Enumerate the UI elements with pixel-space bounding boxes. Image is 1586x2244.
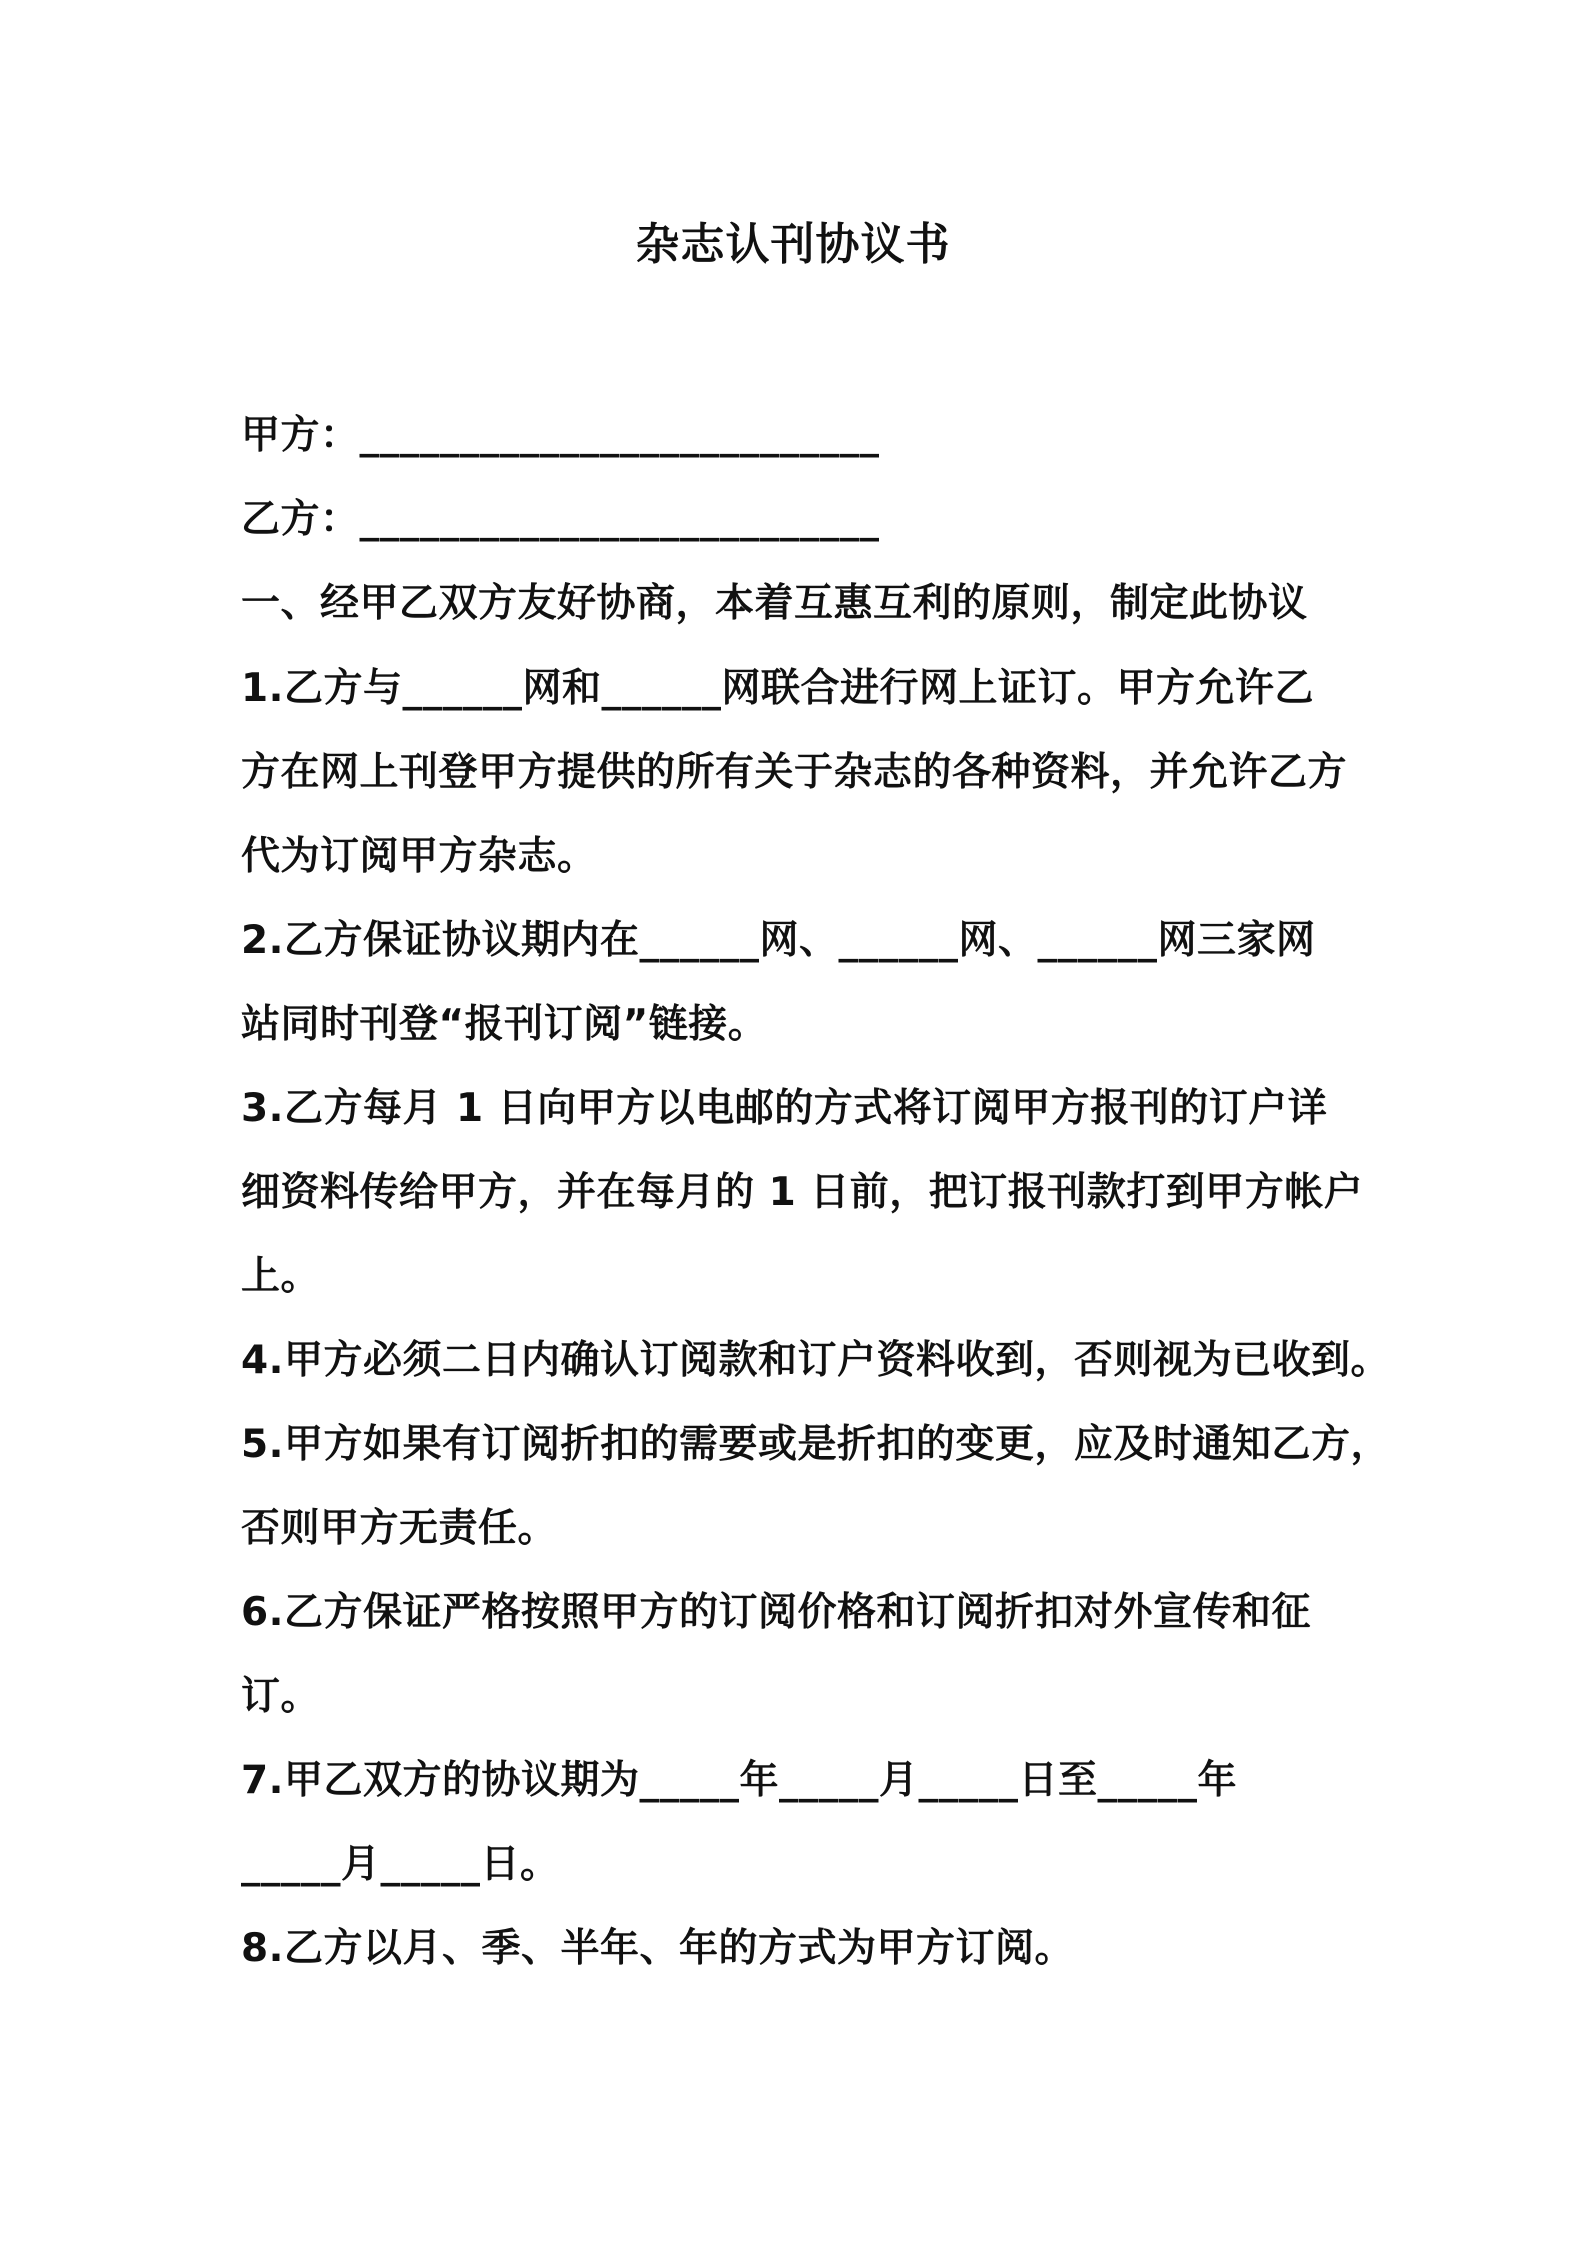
clause-5-line-1: 5.甲方如果有订阅折扣的需要或是折扣的变更，应及时通知乙方，: [241, 1422, 1390, 1467]
clause-7-line-2: _____月_____日。: [241, 1842, 560, 1887]
clause-3-line-2: 细资料传给甲方，并在每月的 1 日前，把订报刊款打到甲方帐户: [241, 1170, 1364, 1215]
document-title: 杂志认刊协议书: [635, 219, 951, 270]
clause-3-line-3: 上。: [241, 1254, 321, 1299]
clause-1-line-2: 方在网上刊登甲方提供的所有关于杂志的各种资料，并允许乙方: [241, 750, 1348, 795]
party-b-line: 乙方：__________________________: [241, 497, 880, 542]
section-1-heading: 一、经甲乙双方友好协商，本着互惠互利的原则，制定此协议: [241, 581, 1308, 626]
clause-6-line-1: 6.乙方保证严格按照甲方的订阅价格和订阅折扣对外宣传和征: [241, 1590, 1311, 1635]
clause-2-line-2: 站同时刊登“报刊订阅”链接。: [241, 1002, 768, 1047]
party-a-line: 甲方：__________________________: [241, 413, 880, 458]
clause-3-line-1: 3.乙方每月 1 日向甲方以电邮的方式将订阅甲方报刊的订户详: [241, 1086, 1328, 1131]
clause-4-line-1: 4.甲方必须二日内确认订阅款和订户资料收到，否则视为已收到。: [241, 1338, 1390, 1383]
clause-1-line-1: 1.乙方与______网和______网联合进行网上证订。甲方允许乙: [241, 666, 1314, 711]
clause-5-line-2: 否则甲方无责任。: [241, 1506, 558, 1551]
clause-8-line-1: 8.乙方以月、季、半年、年的方式为甲方订阅。: [241, 1926, 1074, 1971]
clause-7-line-1: 7.甲乙双方的协议期为_____年_____月_____日至_____年: [241, 1758, 1237, 1803]
clause-2-line-1: 2.乙方保证协议期内在______网、______网、______网三家网: [241, 918, 1316, 963]
clause-1-line-3: 代为订阅甲方杂志。: [241, 834, 597, 879]
clause-6-line-2: 订。: [241, 1674, 321, 1719]
